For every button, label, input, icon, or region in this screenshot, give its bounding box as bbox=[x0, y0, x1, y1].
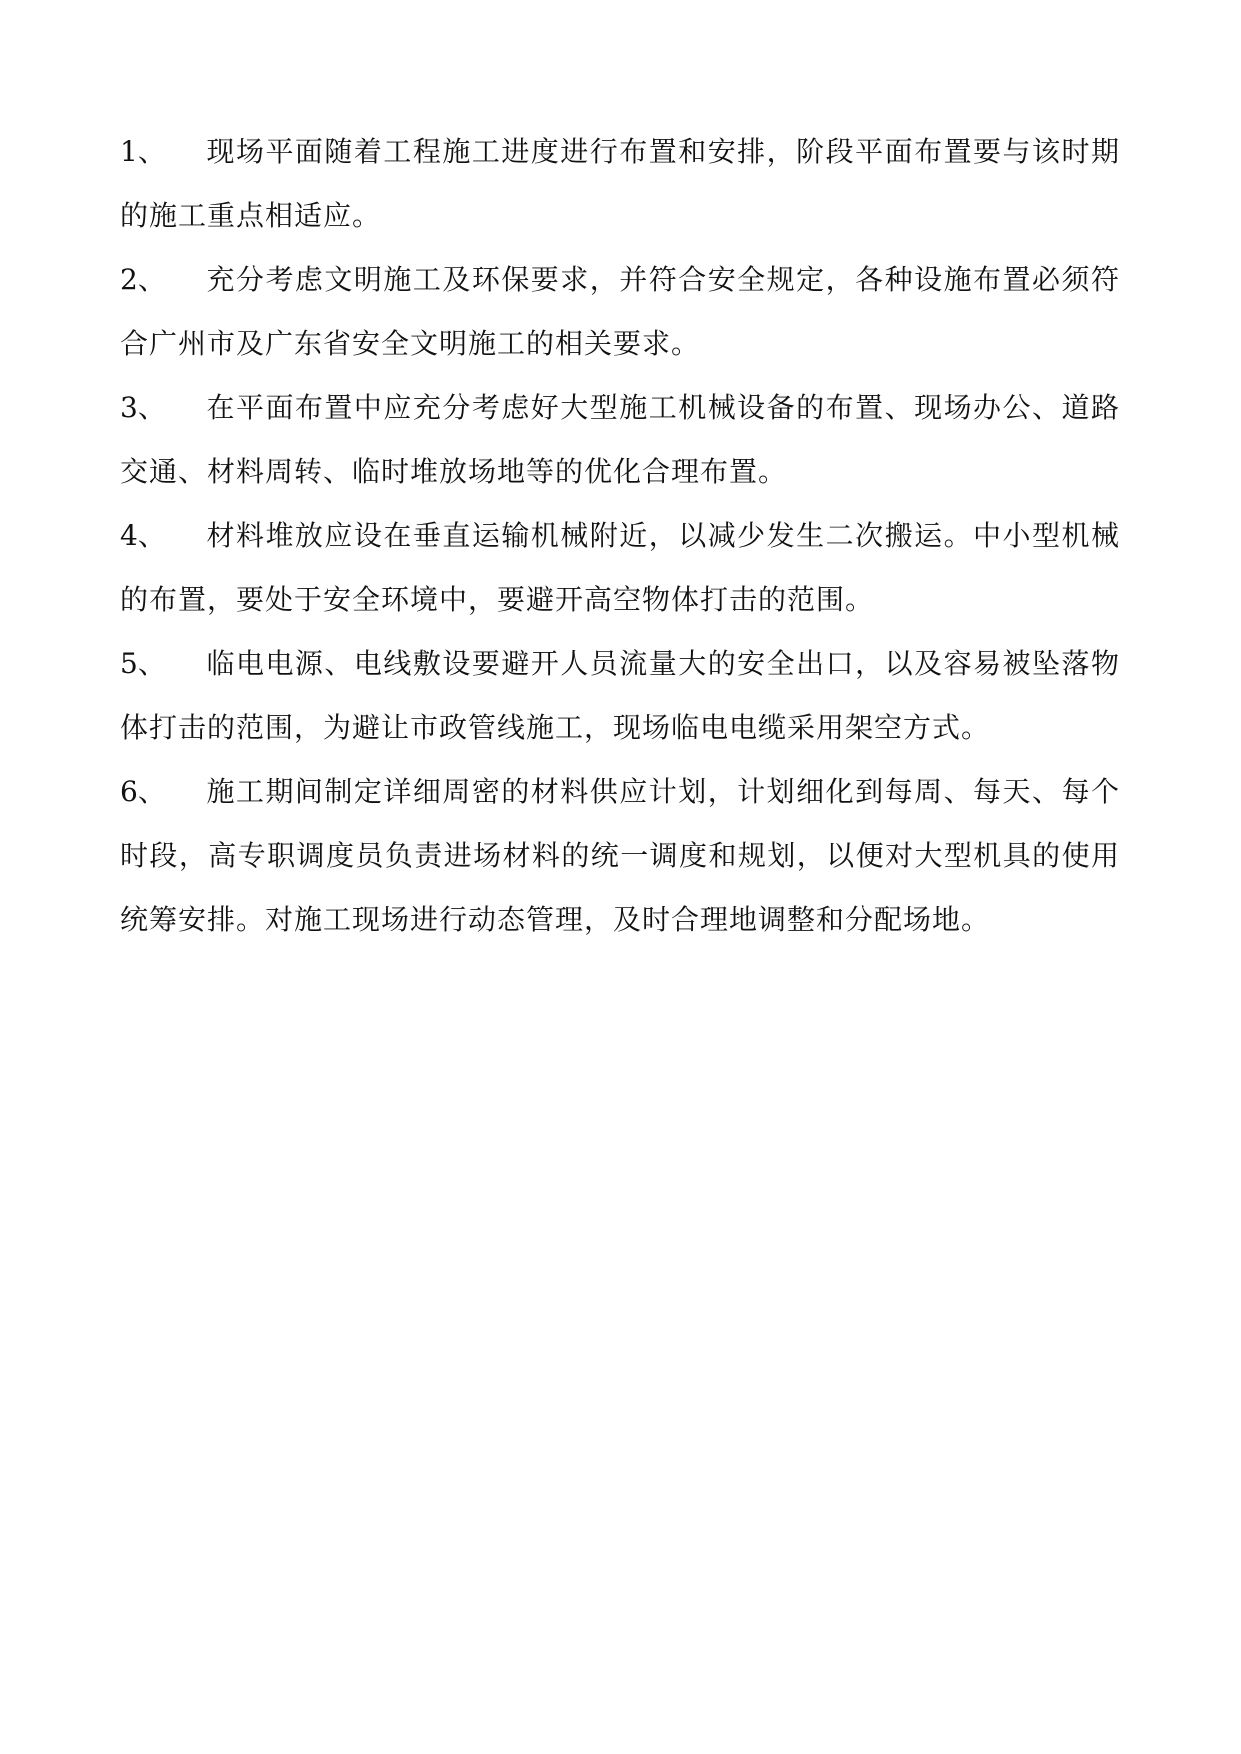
list-item-text: 在平面布置中应充分考虑好大型施工机械设备的布置、现场办公、道路交通、材料周转、临时堆放场地等的优化合理布置。 bbox=[120, 391, 1120, 488]
list-item-number: 1、 bbox=[120, 135, 166, 168]
list-item-number: 6、 bbox=[120, 775, 166, 808]
list-item-text: 充分考虑文明施工及环保要求，并符合安全规定，各种设施布置必须符合广州市及广东省安全文明施工的相关要求。 bbox=[120, 263, 1120, 360]
list-item-2 bbox=[120, 248, 1120, 376]
list-item-number: 3、 bbox=[120, 391, 166, 424]
list-item-4 bbox=[120, 504, 1120, 632]
list-item-text: 材料堆放应设在垂直运输机械附近，以减少发生二次搬运。中小型机械的布置，要处于安全环境中，要避开高空物体打击的范围。 bbox=[120, 519, 1120, 616]
list-item-number: 5、 bbox=[120, 647, 166, 680]
list-item-3 bbox=[120, 376, 1120, 504]
list-item-number: 4、 bbox=[120, 519, 166, 552]
list-item-text: 临电电源、电线敷设要避开人员流量大的安全出口，以及容易被坠落物体打击的范围，为避让市政管线施工，现场临电电缆采用架空方式。 bbox=[120, 647, 1120, 744]
list-item-1 bbox=[120, 120, 1120, 248]
list-item-number: 2、 bbox=[120, 263, 166, 296]
list-item-text: 现场平面随着工程施工进度进行布置和安排，阶段平面布置要与该时期的施工重点相适应。 bbox=[120, 135, 1120, 232]
list-item-6 bbox=[120, 760, 1120, 952]
list-item-text: 施工期间制定详细周密的材料供应计划，计划细化到每周、每天、每个时段，高专职调度员负责进场材料的统一调度和规划，以便对大型机具的使用统筹安排。对施工现场进行动态管理，及时合理地调整和分配场地。 bbox=[120, 775, 1120, 936]
list-item-5 bbox=[120, 632, 1120, 760]
document-body bbox=[120, 120, 1120, 952]
